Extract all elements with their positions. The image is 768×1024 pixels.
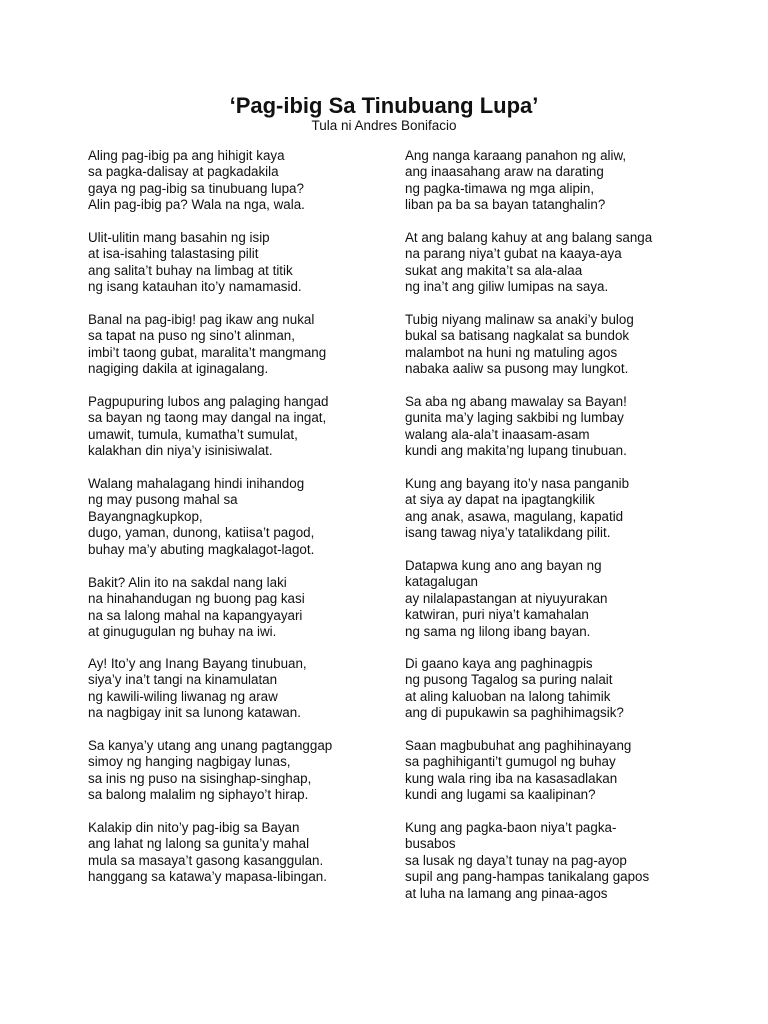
poem-line: nabaka aaliw sa pusong may lungkot. xyxy=(405,361,629,377)
poem-line: Sa aba ng abang mawalay sa Bayan! xyxy=(405,394,627,409)
poem-line: sa balong malalim ng siphayo’t hirap. xyxy=(88,787,309,803)
poem-title: ‘Pag-ibig Sa Tinubuang Lupa’ xyxy=(229,93,539,118)
stanza xyxy=(88,230,388,296)
poem-line: Pagpupuring lubos ang palaging hangad xyxy=(88,394,329,409)
stanza xyxy=(405,394,705,460)
poem-line: ng isang katauhan ito’y namamasid. xyxy=(88,279,302,295)
poem-line: supil ang pang-hampas tanikalang gapos xyxy=(405,869,650,885)
poem-line: na parang niya’t gubat na kaaya-aya xyxy=(405,246,622,262)
poem-line: Ay! Ito’y ang Inang Bayang tinubuan, xyxy=(88,656,307,671)
poem-line: ng kawili-wiling liwanag ng araw xyxy=(88,688,278,704)
stanza xyxy=(88,656,388,722)
stanza xyxy=(88,148,388,214)
poem-line: ay nilalapastangan at niyuyurakan xyxy=(405,590,608,606)
poem-line: ng pusong Tagalog sa puring nalait xyxy=(405,672,613,688)
poem-line: Walang mahalagang hindi inihandog xyxy=(88,476,305,491)
poem-line: na nagbigay init sa lunong katawan. xyxy=(88,705,301,721)
poem-line: busabos xyxy=(405,836,456,852)
poem-line: Kalakip din nito’y pag-ibig sa Bayan xyxy=(88,820,300,835)
poem-line: at aling kaluoban na lalong tahimik xyxy=(405,688,611,704)
stanza xyxy=(88,312,388,378)
poem-line: ng pagka-timawa ng mga alipin, xyxy=(405,180,595,196)
poem-line: katwiran, puri niya’t kamahalan xyxy=(405,607,589,623)
poem-line: Kung ang bayang ito’y nasa panganib xyxy=(405,476,630,491)
poem-line: mula sa masaya’t gasong kasanggulan. xyxy=(88,852,324,868)
stanza xyxy=(405,230,705,296)
poem-line: Alin pag-ibig pa? Wala na nga, wala. xyxy=(88,197,305,213)
poem-line: walang ala-ala’t inaasam-asam xyxy=(405,426,590,442)
poem-line: umawit, tumula, kumatha’t sumulat, xyxy=(88,426,298,442)
poem-line: liban pa ba sa bayan tatanghalin? xyxy=(405,197,606,213)
stanza xyxy=(88,820,388,886)
poem-line: Kung ang pagka-baon niya’t pagka- xyxy=(405,820,617,835)
poem-line: Tubig niyang malinaw sa anaki’y bulog xyxy=(405,312,634,327)
poem-line: ng may pusong mahal sa xyxy=(88,492,238,508)
stanza xyxy=(405,148,705,214)
poem-line: ang anak, asawa, magulang, kapatid xyxy=(405,508,624,524)
poem-line: Ulit-ulitin mang basahin ng isip xyxy=(88,230,270,245)
poem-line: Sa kanya’y utang ang unang pagtanggap xyxy=(88,738,333,753)
poem-line: at isa-isahing talastasing pilit xyxy=(88,246,259,262)
poem-line: dugo, yaman, dunong, katiisa’t pagod, xyxy=(88,525,315,541)
poem-line: kundi ang lugami sa kaalipinan? xyxy=(405,787,596,803)
stanza xyxy=(88,738,388,804)
stanza xyxy=(405,820,705,902)
poem-line: imbi’t taong gubat, maralita’t mangmang xyxy=(88,344,327,360)
poem-line: kung wala ring iba na kasasadlakan xyxy=(405,770,618,786)
poem-line: Ang nanga karaang panahon ng aliw, xyxy=(405,148,627,163)
poem-line: katagalugan xyxy=(405,574,478,590)
poem-line: sa inis ng puso na sisinghap-singhap, xyxy=(88,770,312,786)
poem-line: ng ina’t ang giliw lumipas na saya. xyxy=(405,279,609,295)
poem-line: gunita ma’y laging sakbibi ng lumbay xyxy=(405,410,624,426)
poem-line: simoy ng hanging nagbigay lunas, xyxy=(88,754,291,770)
poem-line: At ang balang kahuy at ang balang sanga xyxy=(405,230,653,245)
poem-line: ang inaasahang araw na darating xyxy=(405,164,604,180)
stanza xyxy=(405,558,705,640)
poem-line: siya’y ina’t tangi na kinamulatan xyxy=(88,672,278,688)
poem-author: Tula ni Andres Bonifacio xyxy=(311,118,457,133)
poem-line: ng sama ng lilong ibang bayan. xyxy=(405,623,591,639)
stanza xyxy=(88,394,388,460)
poem-line: buhay ma’y abuting magkalagot-lagot. xyxy=(88,541,315,557)
poem-line: Saan magbubuhat ang paghihinayang xyxy=(405,738,632,753)
poem-line: kundi ang makita’ng lupang tinubuan. xyxy=(405,443,627,459)
poem-line: Bakit? Alin ito na sakdal nang laki xyxy=(88,575,287,590)
stanza xyxy=(405,312,705,378)
poem-line: isang tawag niya’y tatalikdang pilit. xyxy=(405,525,611,541)
poem-line: ang lahat ng lalong sa gunita’y mahal xyxy=(88,836,310,852)
poem-line: na sa lalong mahal na kapangyayari xyxy=(88,607,303,623)
poem-line: na hinahandugan ng buong pag kasi xyxy=(88,591,305,607)
stanza xyxy=(88,575,388,641)
poem-line: bukal sa batisang nagkalat sa bundok xyxy=(405,328,630,344)
poem-line: sa paghihiganti’t gumugol ng buhay xyxy=(405,754,616,770)
poem-line: kalakhan din niya’y isinisiwalat. xyxy=(88,443,273,459)
poem-line: Banal na pag-ibig! pag ikaw ang nukal xyxy=(88,312,315,327)
poem-line: hanggang sa katawa’y mapasa-libingan. xyxy=(88,869,327,885)
poem-line: gaya ng pag-ibig sa tinubuang lupa? xyxy=(88,180,304,196)
stanza xyxy=(405,656,705,722)
stanza xyxy=(405,738,705,804)
poem-line: sa tapat na puso ng sino’t alinman, xyxy=(88,328,295,344)
poem-line: sa lusak ng daya’t tunay na pag-ayop xyxy=(405,852,627,868)
poem-line: at ginugugulan ng buhay na iwi. xyxy=(88,624,277,640)
poem-line: at siya ay dapat na ipagtangkilik xyxy=(405,492,595,508)
poem-line: Bayangnagkupkop, xyxy=(88,508,203,524)
poem-line: at luha na lamang ang pinaa-agos xyxy=(405,885,608,901)
poem-line: Datapwa kung ano ang bayan ng xyxy=(405,558,602,573)
stanza xyxy=(405,476,705,542)
poem-line: ang salita’t buhay na limbag at titik xyxy=(88,262,293,278)
poem-line: sa pagka-dalisay at pagkadakila xyxy=(88,164,279,180)
poem-line: malambot na huni ng matuling agos xyxy=(405,344,618,360)
poem-line: sa bayan ng taong may dangal na ingat, xyxy=(88,410,327,426)
poem-line: sukat ang makita’t sa ala-alaa xyxy=(405,262,583,278)
poem-line: Di gaano kaya ang paghinagpis xyxy=(405,656,593,671)
stanza xyxy=(88,476,388,558)
poem-line: ang di pupukawin sa paghihimagsik? xyxy=(405,705,624,721)
poem-line: Aling pag-ibig pa ang hihigit kaya xyxy=(88,148,285,163)
poem-line: nagiging dakila at iginagalang. xyxy=(88,361,269,377)
